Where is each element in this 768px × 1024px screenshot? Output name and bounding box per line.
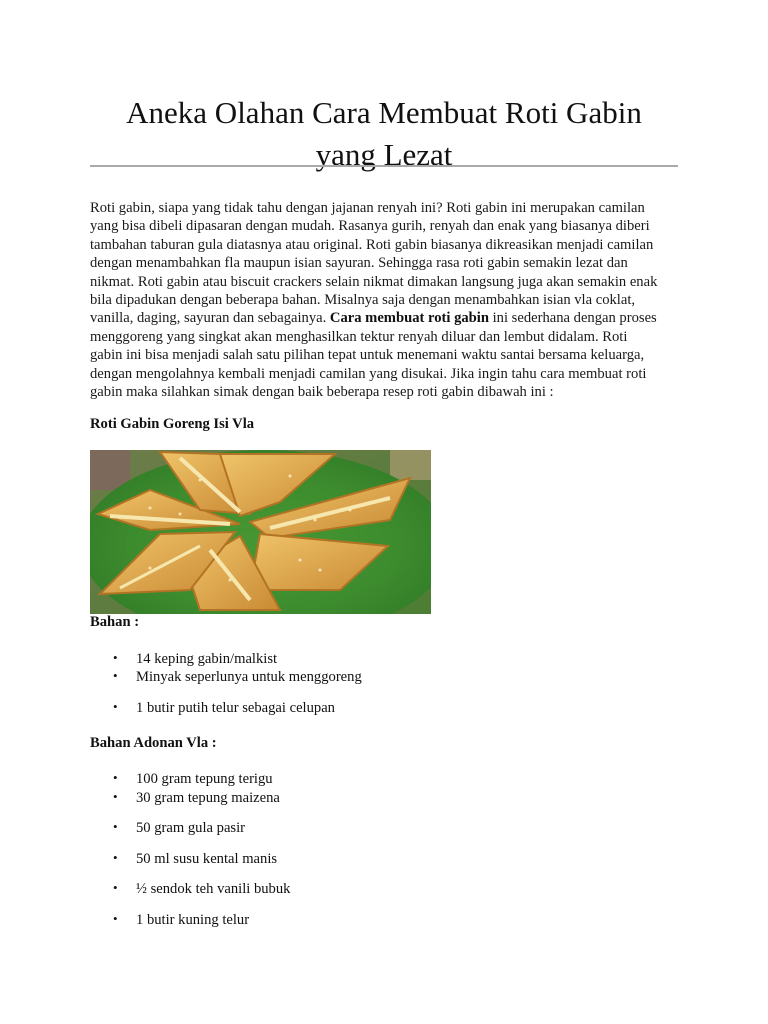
bullet-icon: •: [113, 880, 118, 895]
section-title: Roti Gabin Goreng Isi Vla: [90, 416, 255, 432]
bullet-icon: •: [113, 770, 118, 785]
bullet-icon: •: [113, 789, 118, 804]
bullet-icon: •: [113, 650, 118, 665]
intro-paragraph: [90, 199, 680, 401]
intro-line: vanilla, daging, sayuran dan sebagainya.: [90, 310, 330, 327]
intro-line: bila dipadukan dengan beberapa bahan. Misalnya saja dengan menambahkan isian vla coklat,: [90, 292, 636, 309]
intro-line: gabin ini bisa menjadi salah satu pilihan tepat untuk menemani waktu santai bersama keluarga,: [90, 347, 645, 364]
bullet-icon: •: [113, 699, 118, 714]
bullet-icon: •: [113, 668, 118, 683]
intro-line: dengan menambahkan fla maupun isian sayuran. Sehingga rasa roti gabin semakin lezat dan: [90, 255, 628, 272]
page-title: [90, 92, 678, 176]
intro-line: dengan mengolahnya kembali menjadi camilan yang disukai. Jika ingin tahu cara membuat roti: [90, 365, 647, 382]
intro-line: menggoreng yang singkat akan menghasilkan tektur renyah diluar dan lembut didalam. Roti: [90, 328, 628, 345]
title-line-1: Aneka Olahan Cara Membuat Roti Gabin: [126, 95, 642, 130]
document-page: Aneka Olahan Cara Membuat Roti Gabin yang Lezat Roti gabin, siapa yang tidak tahu dengan jajanan renyah ini? Roti gabin ini merupakan camilan yang bisa dibeli dipasaran dengan mudah. Rasanya gurih, renyah dan enak yang biasanya diberi tambahan taburan gula diatasnya atau original. Roti gabin biasanya dikreasikan menjadi camilan dengan menambahkan fla maupun isian sayuran. Sehingga rasa roti gabin semakin lezat dan nikmat. Roti gabin atau biscuit crackers selain nikmat dimakan langsung juga akan semakin enak bila dipadukan dengan beberapa bahan. Misalnya saja dengan menambahkan isian vla coklat, vanilla, daging, sayuran dan sebagainya. Cara membuat roti gabin ini sederhana dengan proses menggoreng yang singkat akan menghasilkan tektur renyah diluar dan lembut didalam. Roti gabin ini bisa menjadi salah satu pilihan tepat untuk menemani waktu santai bersama keluarga, dengan mengolahnya kembali menjadi camilan yang disukai. Jika ingin tahu cara membuat roti gabin maka silahkan simak dengan baik beberapa resep roti gabin dibawah ini : Roti Gabin Goreng Isi Vla Bahan : • 14 keping gabin/malkist • Minyak seperlunya untuk menggoreng • 1 butir putih telur sebagai celupan Bahan Adonan Vla : • 100 gram tepung terigu • 30 gram tepung maizena • 50 gram gula pasir • 50 ml susu kental manis • ½ sendok teh vanili bubuk • 1 butir kuning telur: [0, 0, 768, 1024]
bahan-heading: Bahan :: [90, 614, 140, 630]
intro-line: tambahan taburan gula diatasnya atau original. Roti gabin biasanya dikreasikan menjadi camilan: [90, 236, 654, 253]
title-divider: [90, 165, 678, 167]
intro-bold-phrase: Cara membuat roti gabin: [329, 310, 489, 327]
bullet-icon: •: [113, 850, 118, 865]
intro-line: yang bisa dibeli dipasaran dengan mudah. Rasanya gurih, renyah dan enak yang biasanya diberi: [90, 218, 650, 235]
bullet-icon: •: [113, 819, 118, 834]
intro-line: Roti gabin, siapa yang tidak tahu dengan jajanan renyah ini? Roti gabin ini merupakan camilan: [90, 200, 645, 216]
title-line-2: yang Lezat: [315, 137, 453, 172]
bullet-icon: •: [113, 911, 118, 926]
fried-gabin-photo: [90, 450, 431, 614]
intro-line: ini sederhana dengan proses: [488, 310, 657, 327]
intro-line: nikmat. Roti gabin atau biscuit crackers selain nikmat dimakan langsung juga akan semakin enak: [90, 273, 658, 290]
intro-line: gabin maka silahkan simak dengan baik beberapa resep roti gabin dibawah ini :: [90, 384, 554, 401]
adonan-heading: Bahan Adonan Vla :: [90, 735, 217, 751]
